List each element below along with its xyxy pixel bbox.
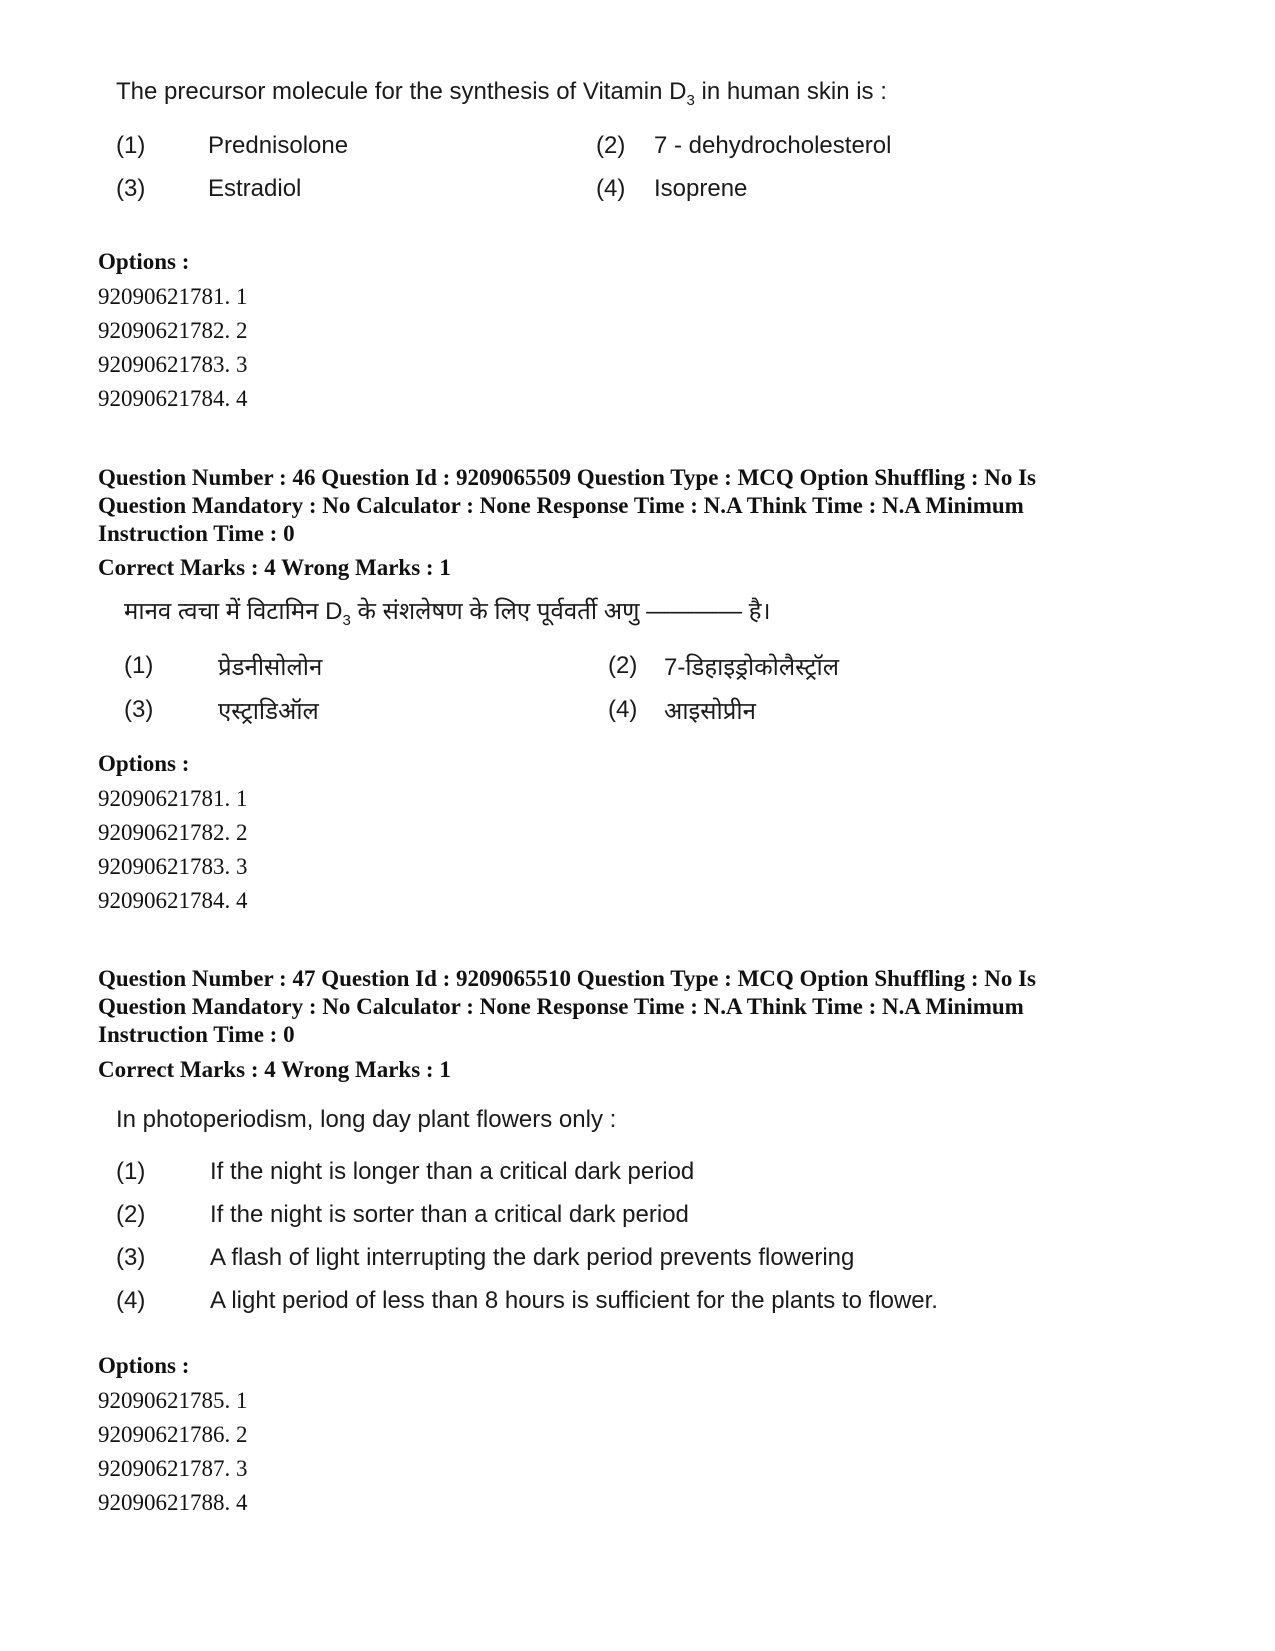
q47-meta-line-2: Question Mandatory : No Calculator : None Response Time : N.A Think Time : N.A Minimum: [98, 994, 1024, 1019]
option-item: 92090621783. 3: [98, 854, 248, 879]
question-45-text: [116, 78, 887, 109]
option-item: 92090621782. 2: [98, 820, 248, 845]
question-45-prefix: The precursor molecule for the synthesis of Vitamin D: [116, 78, 687, 105]
option-item: 92090621781. 1: [98, 786, 248, 811]
option-item: 92090621781. 1: [98, 284, 248, 309]
q47-meta-line-3: Instruction Time : 0: [98, 1022, 295, 1047]
option-item: 92090621783. 3: [98, 352, 248, 377]
q46-options-label: Options :: [98, 751, 190, 776]
q46-choice-1-text: प्रेडनीसोलोन: [218, 654, 323, 681]
q46-choice-4-text: आइसोप्रीन: [664, 698, 756, 725]
q46-choice-3-text: एस्ट्राडिऑल: [218, 698, 319, 725]
question-46-prefix: मानव त्वचा में विटामिन D: [124, 598, 343, 625]
option-item: 92090621784. 4: [98, 888, 248, 913]
q47-choice-1-text: If the night is longer than a critical dark period: [210, 1158, 695, 1185]
q46-choice-3-num: (3): [124, 696, 154, 723]
q47-choice-3-num: (3): [116, 1244, 146, 1271]
q47-choice-2-num: (2): [116, 1201, 146, 1228]
q45-choice-3-text: Estradiol: [208, 175, 302, 202]
question-46-blank: ————: [646, 598, 743, 625]
q46-choice-4-num: (4): [608, 696, 638, 723]
question-46-subscript: 3: [342, 611, 351, 629]
q46-marks: Correct Marks : 4 Wrong Marks : 1: [98, 555, 451, 580]
question-45-subscript: 3: [686, 91, 695, 109]
question-46-suffix: है।: [742, 598, 771, 625]
q45-choice-4-num: (4): [596, 175, 626, 202]
option-item: 92090621786. 2: [98, 1422, 248, 1447]
q47-choice-2-text: If the night is sorter than a critical dark period: [210, 1201, 689, 1228]
q45-choice-4-text: Isoprene: [654, 175, 748, 202]
q46-choice-2-num: (2): [608, 652, 638, 679]
q47-marks: Correct Marks : 4 Wrong Marks : 1: [98, 1057, 451, 1082]
q46-options-list: [98, 782, 248, 918]
question-46-text: [124, 594, 771, 629]
q46-choice-2-text: 7-डिहाइड्रोकोलैस्ट्रॉल: [664, 654, 840, 681]
q47-choice-1-num: (1): [116, 1158, 146, 1185]
q47-choice-4-num: (4): [116, 1287, 146, 1314]
q47-choice-4-text: A light period of less than 8 hours is sufficient for the plants to flower.: [210, 1287, 938, 1314]
option-item: 92090621787. 3: [98, 1456, 248, 1481]
q45-choice-3-num: (3): [116, 175, 146, 202]
q45-choice-1-text: Prednisolone: [208, 132, 349, 159]
q45-choice-2-text: 7 - dehydrocholesterol: [654, 132, 892, 159]
q46-meta-line-2: Question Mandatory : No Calculator : None Response Time : N.A Think Time : N.A Minimum: [98, 493, 1024, 518]
question-46-mid: के संशलेषण के लिए पूर्ववर्ती अणु: [350, 598, 647, 625]
q46-meta-block: [98, 464, 1036, 548]
question-45-suffix: in human skin is :: [694, 78, 887, 105]
q47-meta-line-1: Question Number : 47 Question Id : 9209065510 Question Type : MCQ Option Shuffling : No Is: [98, 966, 1037, 991]
q45-choice-2-num: (2): [596, 132, 626, 159]
option-item: 92090621788. 4: [98, 1490, 248, 1515]
q47-choice-3-text: A flash of light interrupting the dark period prevents flowering: [210, 1244, 855, 1271]
q46-meta-line-3: Instruction Time : 0: [98, 521, 295, 546]
q45-choice-1-num: (1): [116, 132, 146, 159]
q47-options-list: [98, 1384, 248, 1520]
q45-options-list: [98, 280, 248, 416]
option-item: 92090621785. 1: [98, 1388, 248, 1413]
q47-options-label: Options :: [98, 1353, 190, 1378]
option-item: 92090621784. 4: [98, 386, 248, 411]
q45-options-label: Options :: [98, 249, 190, 274]
q47-meta-block: [98, 965, 1036, 1049]
option-item: 92090621782. 2: [98, 318, 248, 343]
q46-choice-1-num: (1): [124, 652, 154, 679]
q46-meta-line-1: Question Number : 46 Question Id : 9209065509 Question Type : MCQ Option Shuffling : No Is: [98, 465, 1037, 490]
question-47-text: In photoperiodism, long day plant flowers only :: [116, 1106, 617, 1133]
